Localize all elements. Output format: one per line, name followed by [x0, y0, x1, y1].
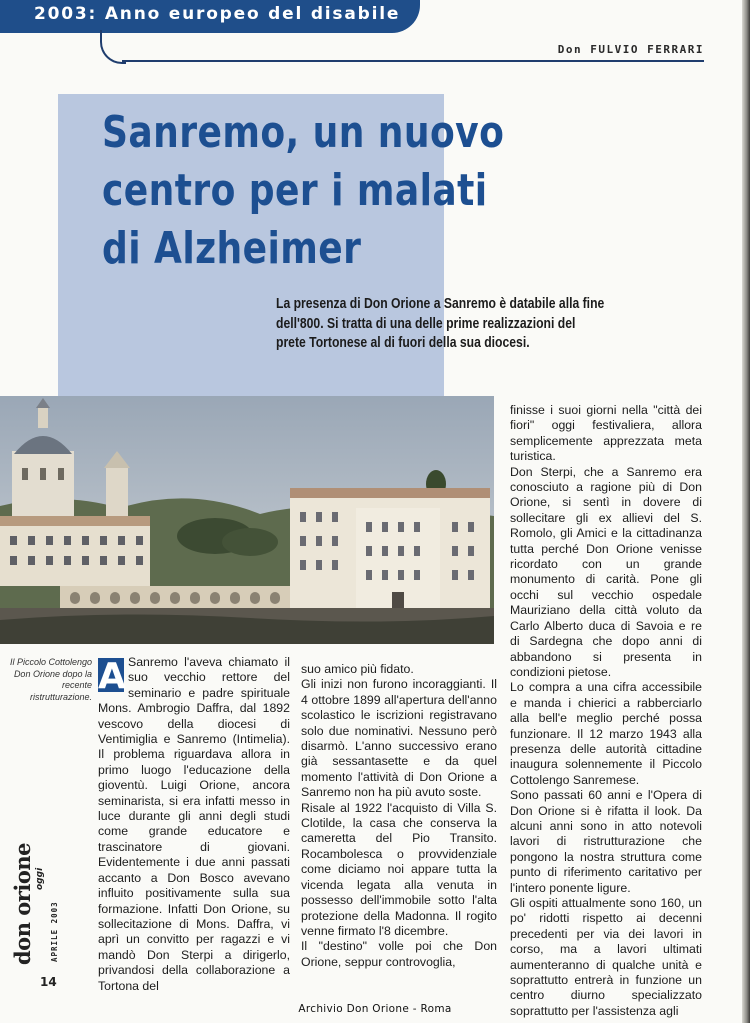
column-2-paragraph: suo amico più fidato. [301, 662, 414, 676]
header-rule [122, 60, 704, 62]
column-2-paragraph: Gli inizi non furono incoraggianti. Il 4 ottobre 1899 all'apertura dell'anno scolastico le iscrizioni registravano solo due nominativi. Nessuno però disarmò. L'anno successivo erano già sessantasette e da quel momento l'attività di Don Orione a Sanremo non ha più avuto soste. [301, 677, 497, 800]
drop-cap: A [98, 656, 126, 697]
column-2-paragraph: Il "destino" volle poi che Don Orione, seppur controvoglia, [301, 939, 497, 969]
header-rule-curve [100, 30, 126, 64]
column-3-paragraph: Lo compra a una cifra accessibile e manda i chierici a rabberciarlo alla bell'e meglio perché possa funzionare. Il 12 marzo 1943 alla presenza delle autorità cittadine inaugura solennemente il Piccolo Cottolengo Sanremese. [510, 680, 702, 787]
magazine-logo-edition: oggi [35, 867, 45, 890]
article-subtitle: La presenza di Don Orione a Sanremo è databile alla fine dell'800. Si tratta di una delle prime realizzazioni del prete Tortonese al di fuori della sua diocesi. [276, 296, 605, 351]
page-number: 14 [40, 975, 57, 989]
column-3-paragraph: Sono passati 60 anni e l'Opera di Don Orione si è rifatta il look. Da alcuni anni sono in atto notevoli lavori di ristrutturazione che pongono la nostra struttura come punto di riferimento caritativo per l'intero ponente ligure. [510, 788, 702, 895]
header-banner-text: 2003: Anno europeo del disabile [34, 4, 401, 24]
header-banner [0, 0, 420, 33]
article-column-2 [301, 662, 497, 970]
archive-footer: Archivio Don Orione - Roma [298, 1003, 452, 1015]
article-column-1 [98, 655, 290, 994]
column-3-paragraph: finisse i suoi giorni nella "città dei fiori" oggi festivaliera, allora semplicemente apprezzata meta turistica. [510, 403, 702, 464]
photo-caption: Il Piccolo Cottolengo Don Orione dopo la recente ristrutturazione. [9, 657, 92, 702]
building-photo [0, 396, 494, 644]
author-byline: Don FULVIO FERRARI [557, 43, 704, 56]
column-1-paragraph: Sanremo l'aveva chiamato il suo vecchio rettore del seminario e padre spirituale Mons. Ambrogio Daffra, dal 1892 vescovo della diocesi di Ventimiglia e Sanremo (Intimelia). Il problema riguardava allora in primo luogo l'educazione della gioventù. Luigi Orione, ancora seminarista, si era infatti messo in luce durante gli anni degli studi come grande educatore e trascinatore di giovani. Evidentemente i due anni passati accanto a Don Bosco avevano influito positivamente sulla sua formazione. Infatti Don Orione, su sollecitazione di Mons. Daffra, vi aprì un convitto per ragazzi e vi mandò Don Sterpi a dirigerlo, privandosi della collaborazione a Tortona del [98, 655, 290, 993]
building-photo-illustration [0, 396, 494, 644]
article-title: Sanremo, un nuovo centro per i malati di Alzheimer [102, 107, 505, 274]
column-3-paragraph: Don Sterpi, che a Sanremo era conosciuto a ragione più di Don Orione, si sentì in dovere di sollecitare gli ex allievi del S. Romolo, gli Amici e la cittadinanza tutta perché Don Orione venisse ricordato con un grande monumento di carità. Pone gli occhi sul vecchio ospedale Mauriziano della città voluto da Carlo Alberto duca di Savoia e re di Sardegna che dopo anni di abbandono si presenta in condizioni pietose. [510, 464, 702, 679]
magazine-logo-name: don orione [10, 843, 35, 965]
magazine-issue-date: APRILE 2003 [50, 901, 59, 962]
page-spine-shadow [742, 0, 750, 1023]
article-column-3 [510, 403, 702, 1019]
column-2-paragraph: Risale al 1922 l'acquisto di Villa S. Clotilde, la casa che conserva la cameretta del Pio Transito. Rocambolesca o provvidenziale come diciamo noi appare tutta la vicenda legata alla venuta in possesso dell'immobile sotto l'alta protezione della Madonna. Il rogito venne firmato l'8 dicembre. [301, 800, 497, 938]
column-3-paragraph: Gli ospiti attualmente sono 160, un po' ridotti rispetto ai decenni precedenti per via dei lavori in corso, ma a lavori ultimati aumenteranno di qualche unità e soprattutto entrerà in funzione un centro diurno specializzato soprattutto per l'assistenza agli [510, 896, 702, 1018]
